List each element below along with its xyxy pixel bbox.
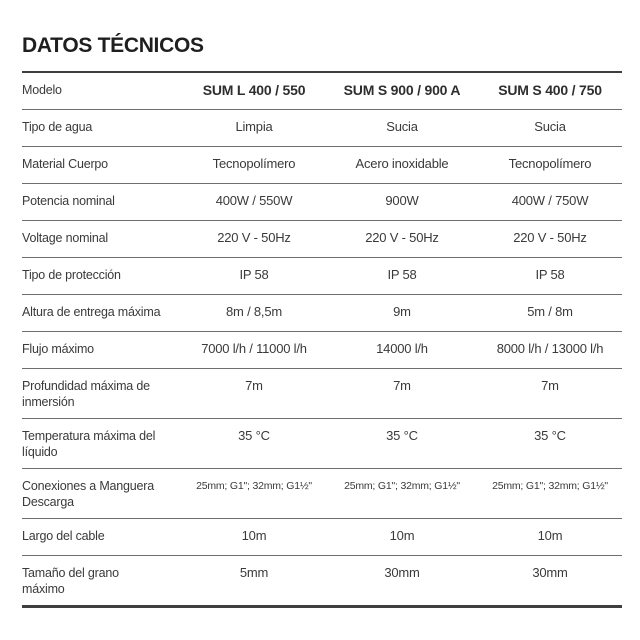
- cell-value: 35 °C: [238, 428, 270, 443]
- cell-value: 25mm; G1"; 32mm; G1½": [344, 480, 460, 492]
- cell-value: Tecnopolímero: [212, 156, 296, 171]
- cell-value: Sucia: [386, 119, 418, 134]
- cell-value: 35 °C: [386, 428, 418, 443]
- row-label: Tipo de protección: [22, 268, 121, 282]
- cell-value: 8m / 8,5m: [226, 304, 282, 319]
- cell-value: 220 V - 50Hz: [513, 230, 587, 245]
- cell-value: IP 58: [239, 267, 269, 282]
- column-header-model-3: SUM S 400 / 750: [498, 82, 602, 98]
- cell-value: 25mm; G1"; 32mm; G1½": [492, 480, 608, 492]
- table-row-material-cuerpo: [22, 147, 622, 184]
- row-label: Potencia nominal: [22, 194, 115, 208]
- cell-value: 900W: [385, 193, 419, 208]
- row-label: Conexiones a Manguera Descarga: [22, 479, 155, 509]
- cell-value: 5m / 8m: [527, 304, 573, 319]
- cell-value: 30mm: [532, 565, 568, 580]
- row-label: Profundidad máxima de inmersión: [22, 379, 150, 409]
- cell-value: Tecnopolímero: [508, 156, 592, 171]
- cell-value: 220 V - 50Hz: [217, 230, 291, 245]
- table-row-flujo-maximo: [22, 332, 622, 369]
- cell-value: 7m: [541, 378, 559, 393]
- cell-value: 9m: [393, 304, 411, 319]
- table-row-largo-del-cable: [22, 519, 622, 556]
- cell-value: 10m: [537, 528, 563, 543]
- table-row-conexiones-manguera: [22, 469, 622, 519]
- row-label: Tamaño del grano máximo: [22, 566, 119, 596]
- column-header-model-2: SUM S 900 / 900 A: [343, 82, 461, 98]
- cell-value: 10m: [241, 528, 267, 543]
- row-label: Flujo máximo: [22, 342, 94, 356]
- cell-value: 5mm: [239, 565, 269, 580]
- cell-value: 7m: [245, 378, 263, 393]
- row-label-modelo: Modelo: [22, 83, 62, 97]
- cell-value: Limpia: [235, 119, 273, 134]
- row-label: Largo del cable: [22, 529, 105, 543]
- cell-value: 8000 l/h / 13000 l/h: [496, 341, 604, 356]
- cell-value: Sucia: [534, 119, 566, 134]
- row-label: Voltage nominal: [22, 231, 108, 245]
- row-label: Tipo de agua: [22, 120, 93, 134]
- table-row-potencia-nominal: [22, 184, 622, 221]
- row-label: Altura de entrega máxima: [22, 305, 161, 319]
- cell-value: IP 58: [535, 267, 565, 282]
- cell-value: 35 °C: [534, 428, 566, 443]
- cell-value: IP 58: [387, 267, 417, 282]
- table-row-voltage-nominal: [22, 221, 622, 258]
- specs-table: [22, 71, 622, 608]
- cell-value: 14000 l/h: [376, 341, 428, 356]
- cell-value: 7000 l/h / 11000 l/h: [201, 341, 307, 356]
- table-row-tipo-de-proteccion: [22, 258, 622, 295]
- cell-value: 220 V - 50Hz: [365, 230, 439, 245]
- row-label: Temperatura máxima del líquido: [22, 429, 156, 459]
- cell-value: Acero inoxidable: [355, 156, 449, 171]
- table-row-profundidad-inmersion: [22, 369, 622, 419]
- page-title: DATOS TÉCNICOS: [22, 34, 204, 57]
- table-row-tipo-de-agua: [22, 110, 622, 147]
- cell-value: 7m: [393, 378, 411, 393]
- table-row-tamano-del-grano: [22, 556, 622, 608]
- table-header-row: [22, 73, 622, 110]
- cell-value: 400W / 750W: [511, 193, 589, 208]
- cell-value: 400W / 550W: [215, 193, 293, 208]
- table-row-altura-de-entrega: [22, 295, 622, 332]
- row-label: Material Cuerpo: [22, 157, 108, 171]
- column-header-model-1: SUM L 400 / 550: [202, 82, 306, 98]
- cell-value: 25mm; G1"; 32mm; G1½": [196, 480, 312, 492]
- table-row-temperatura-liquido: [22, 419, 622, 469]
- cell-value: 10m: [389, 528, 415, 543]
- cell-value: 30mm: [384, 565, 420, 580]
